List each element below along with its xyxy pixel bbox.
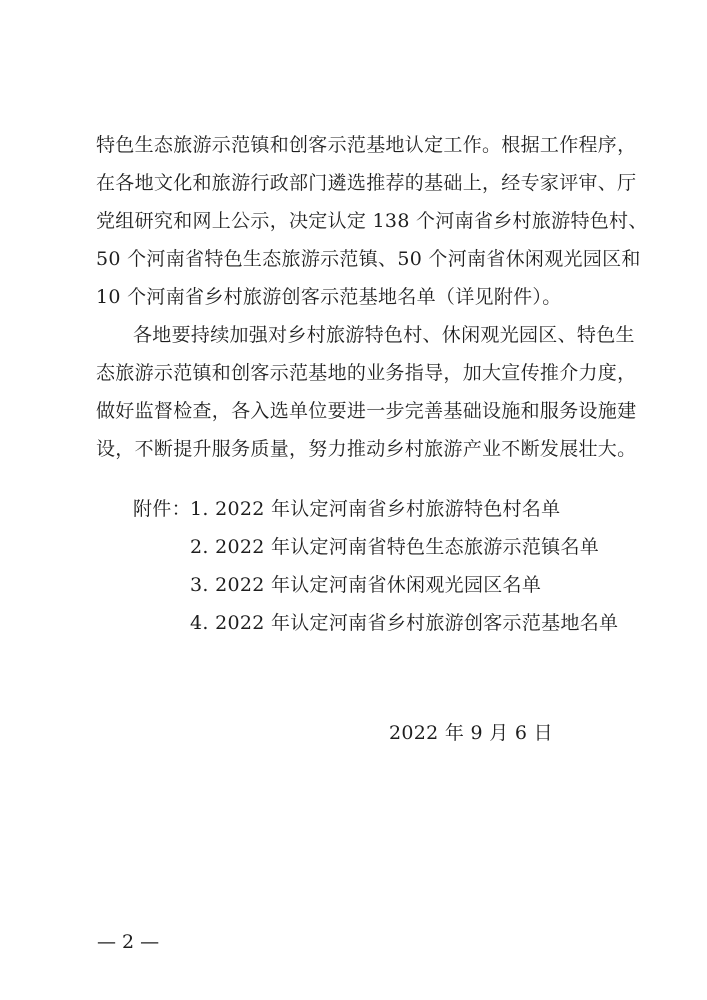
- attachment-item-1: 1. 2022 年认定河南省乡村旅游特色村名单: [190, 498, 561, 520]
- paragraph-2-line-1: 各地要持续加强对乡村旅游特色村、休闲观光园区、特色生: [133, 324, 635, 346]
- document-date: 2022 年 9 月 6 日: [389, 722, 553, 744]
- paragraph-1-line-4: 50 个河南省特色生态旅游示范镇、50 个河南省休闲观光园区和: [96, 248, 641, 270]
- attachment-item-3: 3. 2022 年认定河南省休闲观光园区名单: [190, 574, 542, 596]
- paragraph-1-line-3: 党组研究和网上公示，决定认定 138 个河南省乡村旅游特色村、: [96, 210, 648, 232]
- attachment-item-4: 4. 2022 年认定河南省乡村旅游创客示范基地名单: [190, 612, 619, 634]
- page-number: — 2 —: [97, 931, 160, 953]
- paragraph-2-line-2: 态旅游示范镇和创客示范基地的业务指导，加大宣传推介力度，: [96, 362, 637, 384]
- attachment-item-2: 2. 2022 年认定河南省特色生态旅游示范镇名单: [190, 536, 600, 558]
- attachments-label: 附件：: [133, 498, 191, 520]
- paragraph-2-line-3: 做好监督检查，各入选单位要进一步完善基础设施和服务设施建: [96, 400, 637, 422]
- paragraph-2-line-4: 设，不断提升服务质量，努力推动乡村旅游产业不断发展壮大。: [96, 438, 637, 460]
- paragraph-1-line-2: 在各地文化和旅游行政部门遴选推荐的基础上，经专家评审、厅: [96, 172, 637, 194]
- paragraph-1-line-5: 10 个河南省乡村旅游创客示范基地名单（详见附件）。: [96, 286, 562, 308]
- paragraph-1-line-1: 特色生态旅游示范镇和创客示范基地认定工作。根据工作程序，: [96, 134, 637, 156]
